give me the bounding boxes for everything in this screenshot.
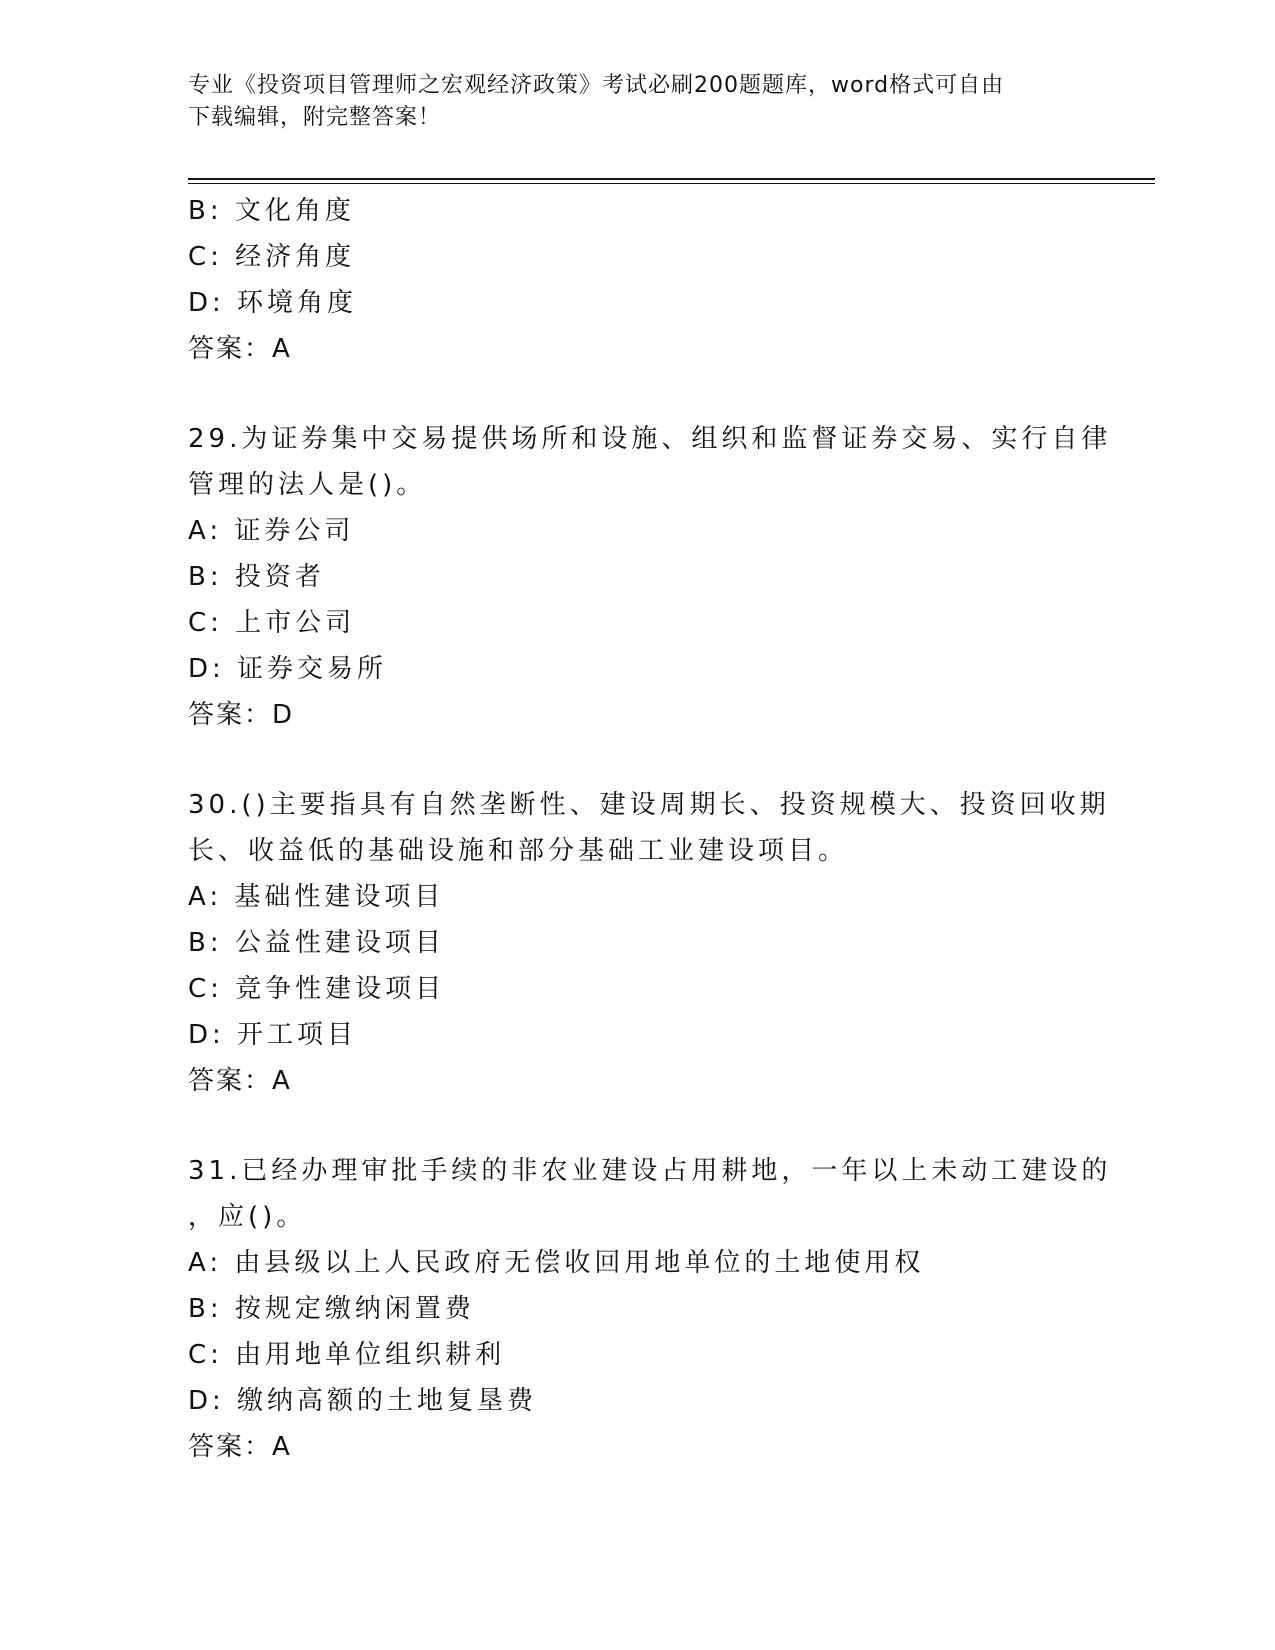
option-c: C: 竞争性建设项目 xyxy=(188,974,446,1004)
option-d: D: 缴纳高额的土地复垦费 xyxy=(188,1386,538,1416)
question-28-tail xyxy=(188,188,1088,372)
question-30 xyxy=(188,782,1110,1104)
question-text-line: 30.()主要指具有自然垄断性、建设周期长、投资规模大、投资回收期 xyxy=(188,790,1110,820)
option-b: B: 公益性建设项目 xyxy=(188,928,445,958)
question-text-line: ，应()。 xyxy=(188,1202,307,1232)
answer-line: 答案：A xyxy=(188,1066,292,1096)
option-a: A: 由县级以上人民政府无偿收回用地单位的土地使用权 xyxy=(188,1248,925,1278)
option-c: C: 由用地单位组织耕利 xyxy=(188,1340,506,1370)
document-body xyxy=(188,188,1112,1470)
option-c: C: 上市公司 xyxy=(188,608,356,638)
question-text-line: 管理的法人是()。 xyxy=(188,470,427,500)
option-b: B: 投资者 xyxy=(188,562,325,592)
option-d: D: 开工项目 xyxy=(188,1020,358,1050)
option-a: A: 基础性建设项目 xyxy=(188,882,445,912)
header-divider-thick xyxy=(188,178,1155,180)
option-a: A: 证券公司 xyxy=(188,516,355,546)
answer-line: 答案：D xyxy=(188,700,295,730)
question-text-line: 长、收益低的基础设施和部分基础工业建设项目。 xyxy=(188,836,849,866)
option-d: D: 环境角度 xyxy=(188,288,358,318)
answer-line: 答案：A xyxy=(188,334,292,364)
question-text-line: 29.为证券集中交易提供场所和设施、组织和监督证券交易、实行自律 xyxy=(188,424,1112,454)
option-d: D: 证券交易所 xyxy=(188,654,388,684)
question-text-line: 31.已经办理审批手续的非农业建设占用耕地，一年以上未动工建设的 xyxy=(188,1156,1112,1186)
question-29 xyxy=(188,416,1112,738)
document-header xyxy=(188,70,1088,134)
header-divider-thin xyxy=(188,183,1155,184)
header-line-1: 专业《投资项目管理师之宏观经济政策》考试必刷200题题库，word格式可自由 xyxy=(188,73,1005,98)
option-c: C: 经济角度 xyxy=(188,242,356,272)
header-line-2: 下载编辑，附完整答案！ xyxy=(188,105,442,130)
option-b: B: 文化角度 xyxy=(188,196,355,226)
question-31 xyxy=(188,1148,1112,1470)
answer-line: 答案：A xyxy=(188,1432,292,1462)
option-b: B: 按规定缴纳闲置费 xyxy=(188,1294,475,1324)
